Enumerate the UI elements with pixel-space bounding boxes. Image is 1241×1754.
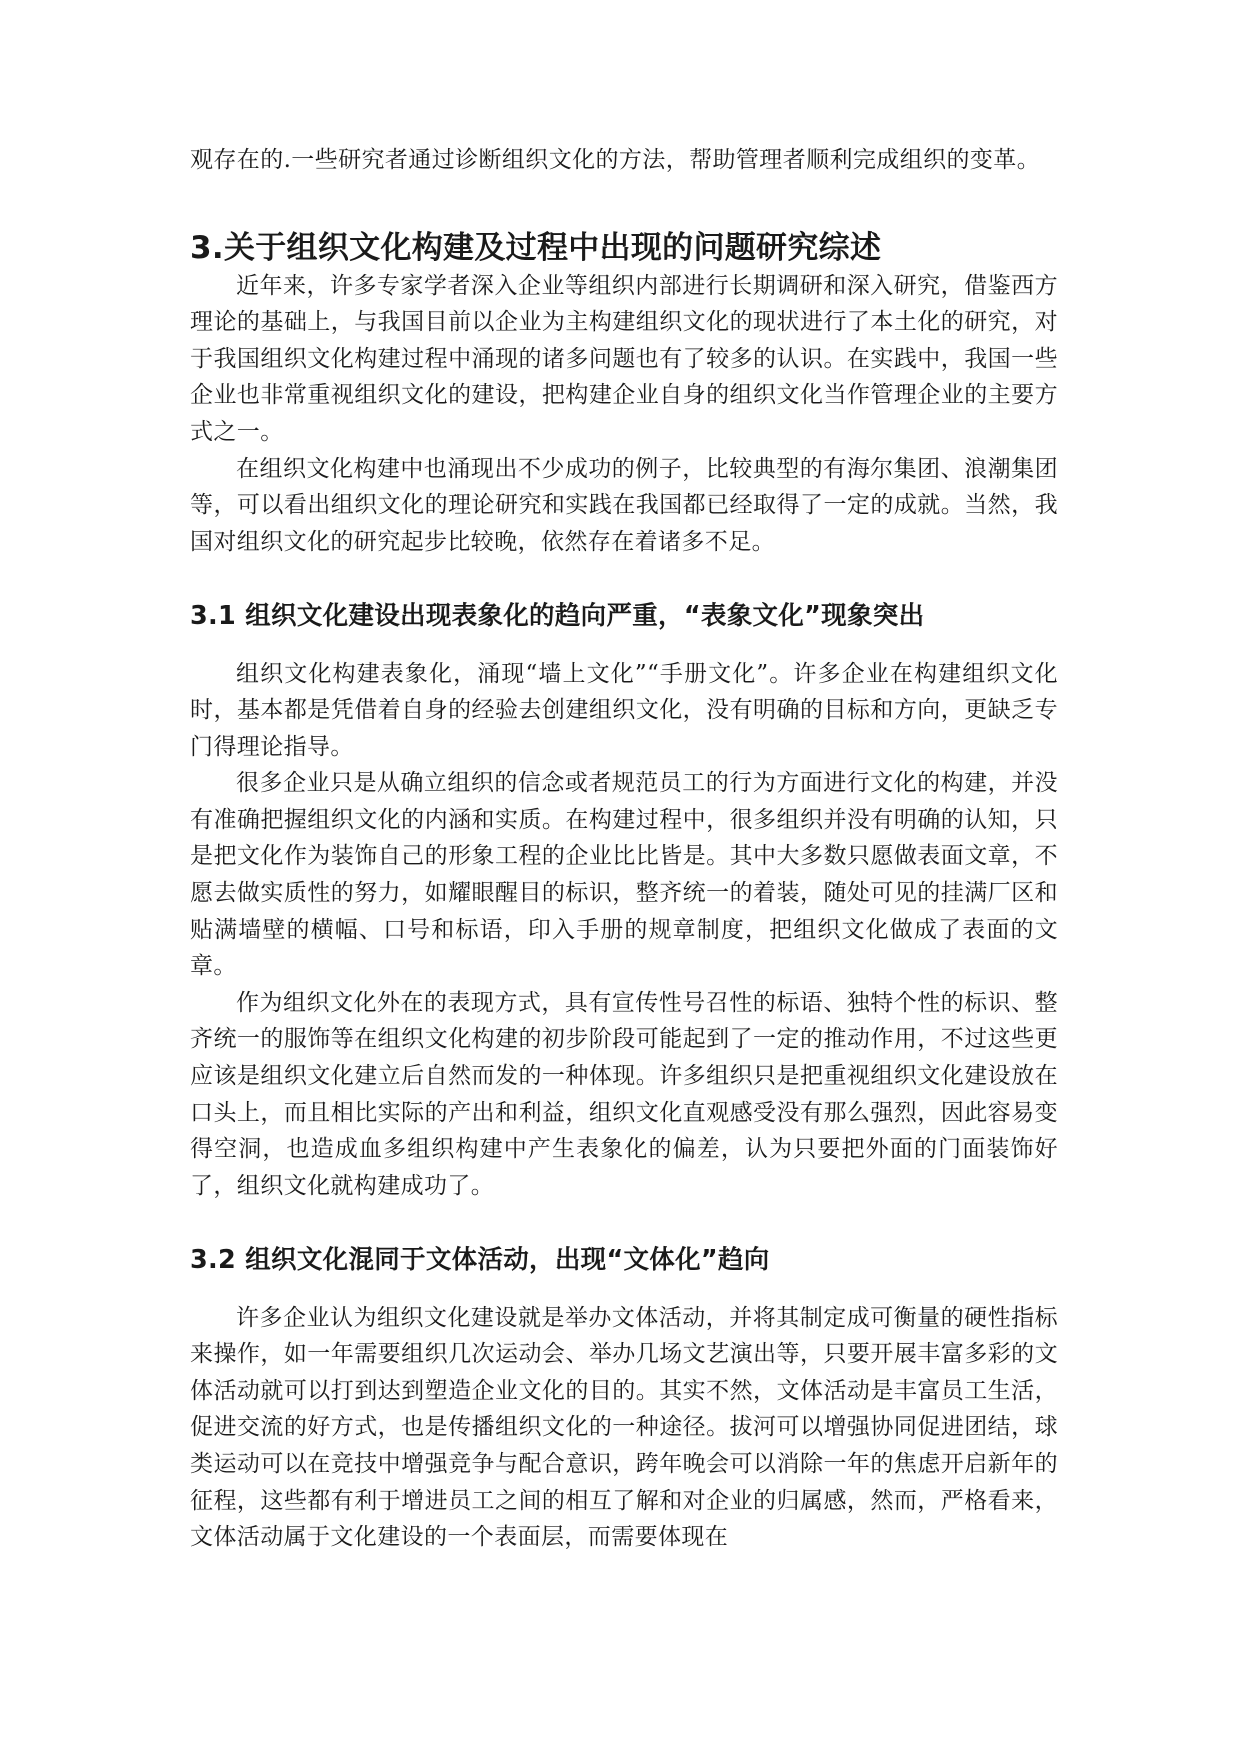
section-3-paragraph-2: 在组织文化构建中也涌现出不少成功的例子，比较典型的有海尔集团、浪潮集团等，可以看出组织文化的理论研究和实践在我国都已经取得了一定的成就。当然，我国对组织文化的研究起步比较晚，依然存在着诸多不足。: [190, 455, 1058, 555]
section-3-paragraph-1: 近年来，许多专家学者深入企业等组织内部进行长期调研和深入研究，借鉴西方理论的基础上，与我国目前以企业为主构建组织文化的现状进行了本土化的研究，对于我国组织文化构建过程中涌现的诸多问题也有了较多的认识。在实践中，我国一些企业也非常重视组织文化的建设，把构建企业自身的组织文化当作管理企业的主要方式之一。: [190, 272, 1058, 445]
document-page: [190, 142, 1058, 1556]
section-3-1-paragraph-3: 作为组织文化外在的表现方式，具有宣传性号召性的标语、独特个性的标识、整齐统一的服饰等在组织文化构建的初步阶段可能起到了一定的推动作用，不过这些更应该是组织文化建立后自然而发的一种体现。许多组织只是把重视组织文化建设放在口头上，而且相比实际的产出和利益，组织文化直观感受没有那么强烈，因此容易变得空洞，也造成血多组织构建中产生表象化的偏差，认为只要把外面的门面装饰好了，组织文化就构建成功了。: [190, 989, 1058, 1199]
paragraph-continued: 观存在的.一些研究者通过诊断组织文化的方法，帮助管理者顺利完成组织的变革。: [190, 147, 1041, 173]
section-3-1-heading: 3.1 组织文化建设出现表象化的趋向严重，“表象文化”现象突出: [190, 601, 925, 632]
section-3-heading: 3.关于组织文化构建及过程中出现的问题研究综述: [190, 229, 882, 266]
section-3-2-heading: 3.2 组织文化混同于文体活动，出现“文体化”趋向: [190, 1245, 770, 1276]
section-3-1-paragraph-2: 很多企业只是从确立组织的信念或者规范员工的行为方面进行文化的构建，并没有准确把握组织文化的内涵和实质。在构建过程中，很多组织并没有明确的认知，只是把文化作为装饰自己的形象工程的企业比比皆是。其中大多数只愿做表面文章，不愿去做实质性的努力，如耀眼醒目的标识，整齐统一的着装，随处可见的挂满厂区和贴满墙壁的横幅、口号和标语，印入手册的规章制度，把组织文化做成了表面的文章。: [190, 770, 1058, 980]
section-3-1-paragraph-1: 组织文化构建表象化，涌现“墙上文化”“手册文化”。许多企业在构建组织文化时，基本都是凭借着自身的经验去创建组织文化，没有明确的目标和方向，更缺乏专门得理论指导。: [190, 660, 1058, 760]
section-3-2-paragraph-1: 许多企业认为组织文化建设就是举办文体活动，并将其制定成可衡量的硬性指标来操作，如一年需要组织几次运动会、举办几场文艺演出等，只要开展丰富多彩的文体活动就可以打到达到塑造企业文化的目的。其实不然，文体活动是丰富员工生活，促进交流的好方式，也是传播组织文化的一种途径。拔河可以增强协同促进团结，球类运动可以在竞技中增强竞争与配合意识，跨年晚会可以消除一年的焦虑开启新年的征程，这些都有利于增进员工之间的相互了解和对企业的归属感，然而，严格看来，文体活动属于文化建设的一个表面层，而需要体现在: [190, 1304, 1058, 1551]
